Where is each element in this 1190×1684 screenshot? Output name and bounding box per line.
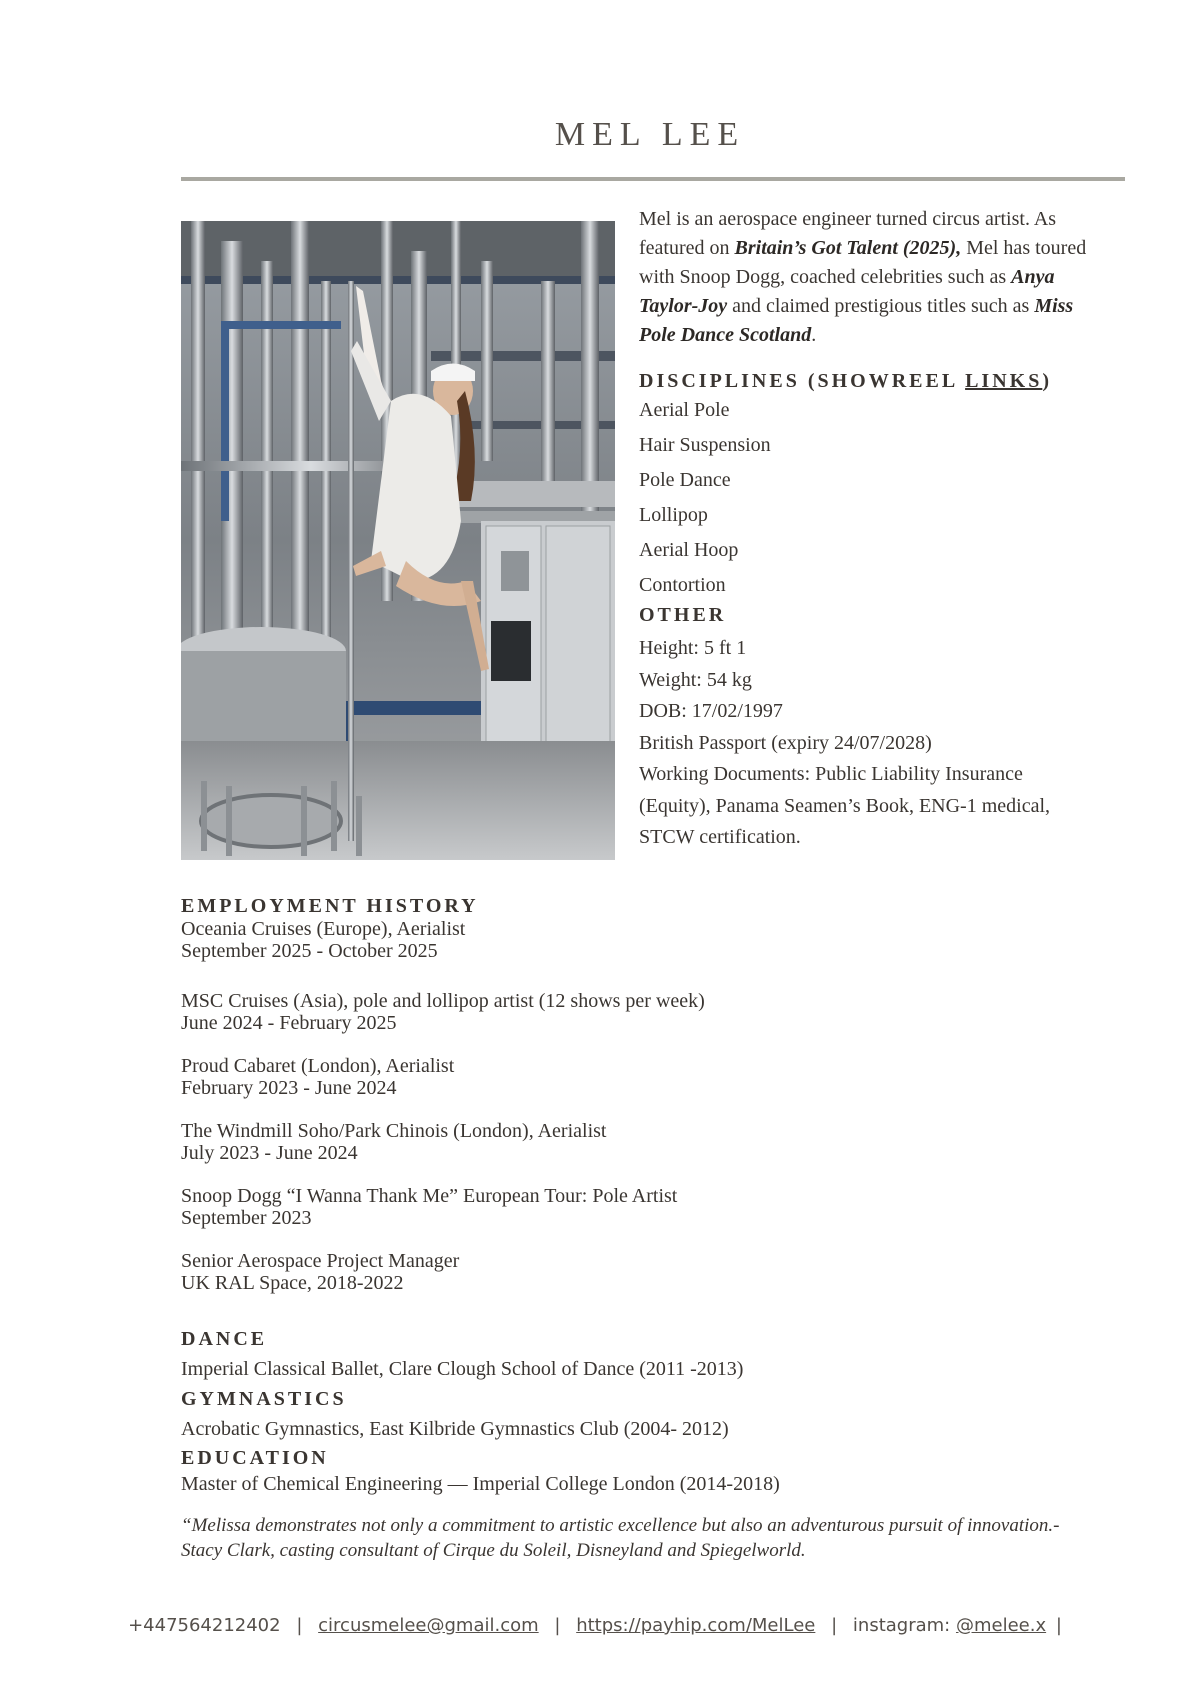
profile-photo xyxy=(181,221,615,860)
footer-separator: | xyxy=(296,1615,303,1636)
other-item: British Passport (expiry 24/07/2028) xyxy=(639,731,932,754)
job-title: Proud Cabaret (London), Aerialist xyxy=(181,1055,455,1077)
gymnastics-heading: GYMNASTICS xyxy=(181,1388,347,1410)
dance-heading: DANCE xyxy=(181,1328,268,1350)
bio-text-3: and claimed prestigious titles such as xyxy=(727,295,1035,317)
other-item: STCW certification. xyxy=(639,826,801,848)
quote-attribution: Stacy Clark, casting consultant of Cirque du Soleil, Disneyland and Spiegelworld. xyxy=(181,1540,806,1561)
job-title: Oceania Cruises (Europe), Aerialist xyxy=(181,918,466,940)
footer-separator: | xyxy=(1055,1615,1062,1636)
job-title: Snoop Dogg “I Wanna Thank Me” European Tour: Pole Artist xyxy=(181,1185,678,1207)
disciplines-heading-suffix: ) xyxy=(1042,370,1052,392)
bio-highlight-celebrity: Anya Taylor-Joy xyxy=(639,266,1055,317)
footer-separator: | xyxy=(831,1615,838,1636)
showreel-links[interactable]: LINKS xyxy=(965,370,1043,392)
job-dates: July 2023 - June 2024 xyxy=(181,1142,358,1164)
job-dates: June 2024 - February 2025 xyxy=(181,1012,397,1034)
quote-line: “Melissa demonstrates not only a commitment to artistic excellence but also an adventurous pursuit of innovation.- xyxy=(181,1515,1060,1536)
employment-section xyxy=(181,895,1081,1294)
title-divider xyxy=(181,177,1125,181)
instagram-link[interactable]: @melee.x xyxy=(955,1615,1047,1636)
other-heading: OTHER xyxy=(639,604,727,626)
job-entry xyxy=(181,1250,1081,1294)
job-dates: September 2023 xyxy=(181,1207,312,1229)
discipline-item: Aerial Pole xyxy=(639,399,730,421)
education-heading: EDUCATION xyxy=(181,1447,329,1469)
other-item: Height: 5 ft 1 xyxy=(639,637,747,659)
bio-highlight-bgt: Britain’s Got Talent (2025), xyxy=(734,237,962,259)
contact-footer xyxy=(0,1615,1190,1636)
footer-separator: | xyxy=(554,1615,561,1636)
website-link[interactable]: https://payhip.com/MelLee xyxy=(576,1615,816,1636)
job-entry xyxy=(181,1055,1081,1099)
job-entry xyxy=(181,1120,1081,1164)
gymnastics-section xyxy=(181,1388,1081,1441)
job-title: The Windmill Soho/Park Chinois (London), Aerialist xyxy=(181,1120,607,1142)
instagram-label: instagram: xyxy=(852,1615,956,1636)
other-item: Weight: 54 kg xyxy=(639,668,752,691)
employment-heading: EMPLOYMENT HISTORY xyxy=(181,895,479,917)
phone-number: +447564212402 xyxy=(128,1615,281,1636)
job-entry xyxy=(181,990,1081,1034)
bio-text-4: . xyxy=(811,324,817,346)
testimonial-quote xyxy=(181,1513,1061,1563)
bio-text-2: Mel has toured with Snoop Dogg, coached celebrities such as xyxy=(639,237,1087,288)
other-item: Working Documents: Public Liability Insurance xyxy=(639,763,1023,785)
job-title: Senior Aerospace Project Manager xyxy=(181,1250,460,1272)
education-section xyxy=(181,1447,1081,1496)
job-entry xyxy=(181,918,1081,962)
disciplines-heading xyxy=(639,370,1109,393)
job-dates: UK RAL Space, 2018-2022 xyxy=(181,1272,404,1294)
bio-highlight-title: Miss Pole Dance Scotland xyxy=(639,295,1074,346)
discipline-item: Aerial Hoop xyxy=(639,539,739,561)
job-dates: September 2025 - October 2025 xyxy=(181,940,438,962)
other-item: DOB: 17/02/1997 xyxy=(639,700,783,722)
right-column xyxy=(639,205,1109,854)
email-link[interactable]: circusmelee@gmail.com xyxy=(318,1615,539,1636)
discipline-item: Lollipop xyxy=(639,504,708,526)
page-title: MEL LEE xyxy=(554,116,746,153)
job-title: MSC Cruises (Asia), pole and lollipop artist (12 shows per week) xyxy=(181,990,705,1012)
discipline-item: Hair Suspension xyxy=(639,434,771,456)
discipline-item: Contortion xyxy=(639,574,726,596)
discipline-item: Pole Dance xyxy=(639,469,731,491)
other-item: (Equity), Panama Seamen’s Book, ENG-1 medical, xyxy=(639,794,1051,817)
education-text: Master of Chemical Engineering — Imperial College London (2014-2018) xyxy=(181,1473,780,1495)
job-dates: February 2023 - June 2024 xyxy=(181,1077,397,1099)
bio-text-1: Mel is an aerospace engineer turned circus artist. As featured on xyxy=(639,208,1057,259)
job-entry xyxy=(181,1185,1081,1229)
dance-text: Imperial Classical Ballet, Clare Clough School of Dance (2011 -2013) xyxy=(181,1358,744,1380)
dance-section xyxy=(181,1328,1081,1381)
bio-paragraph xyxy=(639,205,1109,350)
gymnastics-text: Acrobatic Gymnastics, East Kilbride Gymnastics Club (2004- 2012) xyxy=(181,1418,729,1440)
disciplines-heading-text: DISCIPLINES (SHOWREEL xyxy=(639,370,966,392)
